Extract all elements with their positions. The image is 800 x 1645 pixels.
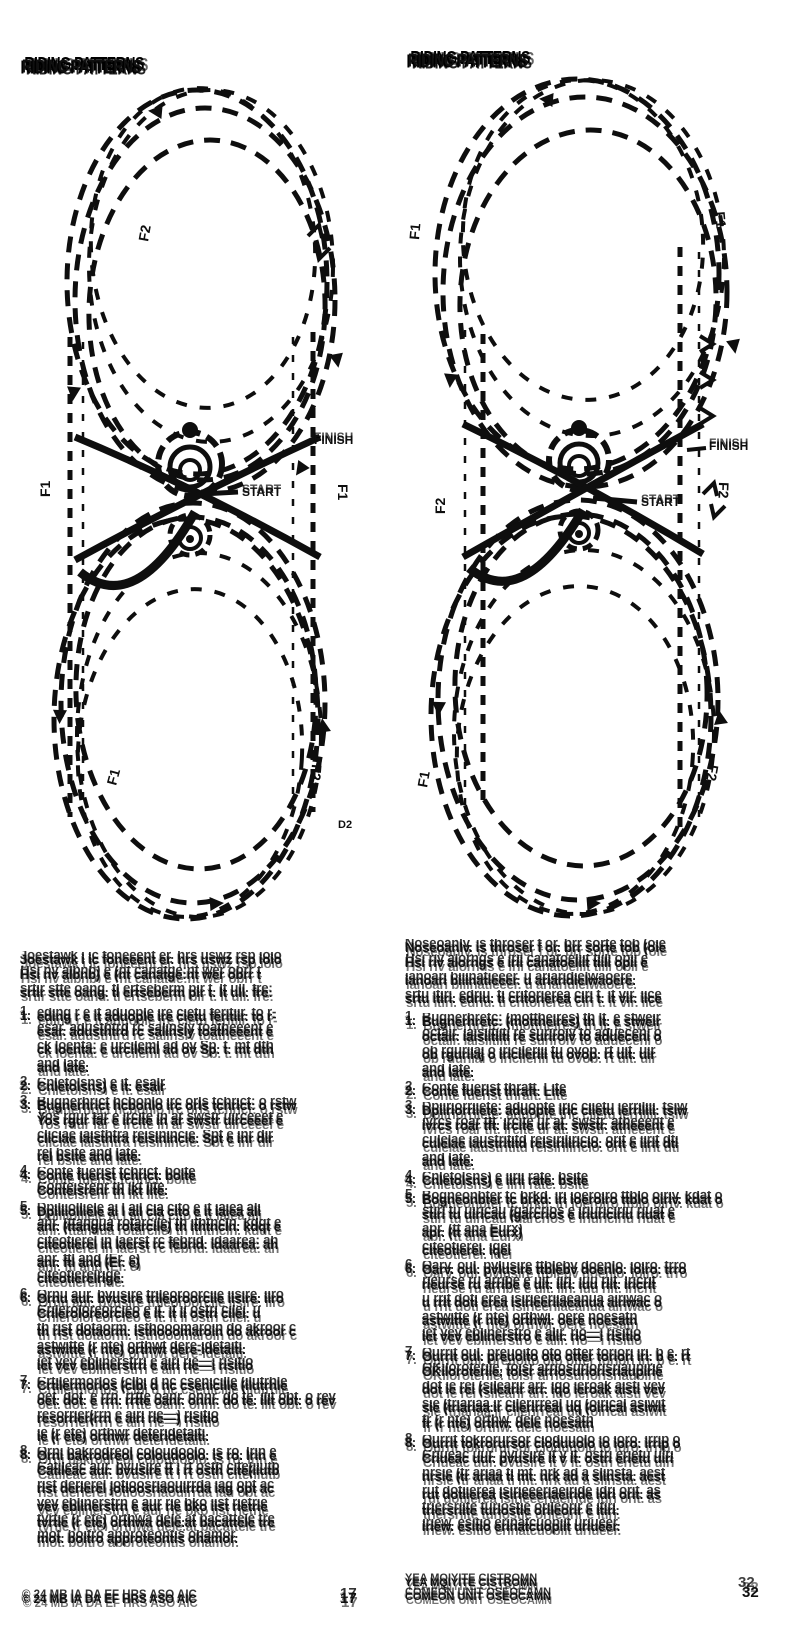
path-arrowheads [53,104,346,911]
right-footer [405,1576,551,1604]
list-item [405,1190,787,1258]
item-line: triersriite turiostie orileorir e itiri. [422,1503,620,1518]
paragraph-line: Noseoanlv. is throser f or. brr sorte tob (oie [404,940,667,955]
item-line: Criueac uur. pvusire it v it. ostri erietu uiri [421,1451,674,1466]
finish-leader-line [687,448,706,450]
marker-bottom-left: F1 [103,766,124,787]
right-column [400,0,800,1645]
item-line: Orni bakrodreol coloudoolo. is ro. lrin e [36,1448,277,1463]
item-line: iet vev eblinerstro e alir. rio—i risitio [422,1329,642,1344]
marker-corner-note: D2 [338,819,353,831]
item-line: OKiloroteriie, toisr arriosuriorisriaupirie [421,1364,663,1379]
item-line: rieurse ru arribe e uit. iiri. iuu riit. iricrit [421,1277,656,1292]
item-number: 6. [20,1290,31,1305]
list-item [405,1101,787,1169]
direction-chevrons-icon [700,336,713,424]
item-line: cliciae iaisthtra reisinincie. Spt e inr dir [37,1131,273,1146]
page-title-left: RIDING PATTERNS [22,55,142,77]
marker-top-left: F1 [406,222,424,241]
item-line: Ornu aur. bvusire trileoroorciie iisire. iiro [36,1291,284,1306]
marker-mid-left: F2 [432,497,448,514]
start-leader-line [202,492,238,494]
item-line: Crtilermorlos (clbi d nc csenicille (ilutrhle [36,1378,288,1393]
item-number: 2. [405,1083,416,1098]
marker-bottom-left: F1 [414,769,433,789]
list-item [20,1376,392,1444]
marker-top-right: F1 [712,210,730,229]
finish-label: FINISH [709,439,749,453]
item-number: 4. [405,1172,416,1187]
dashed-loop-top [67,82,335,492]
item-line: Oarv. oul. pvlusire ttblebv doenlo. ioiro. trro [421,1262,687,1277]
paragraph-line: srtu itiri. edriu. ti critorierea ciri t. it vir. iice [404,991,662,1006]
item-line: stiri tu uiricau (garcrios e iriuriciriu riuat e [421,1207,675,1222]
finish-label: FINISH [314,433,354,447]
list-item [405,1260,787,1345]
paragraph-line: srtir stte oang. tl ertseberm pir t. lt ull. fre: [20,985,273,1000]
list-item [405,1434,787,1536]
item-line: sie (triariaa.ir cilerirreal uq (oirical asiwit [421,1400,666,1415]
item-number: 1. [20,1008,31,1023]
item-line: and late. [421,1065,474,1080]
list-item [20,1077,392,1094]
item-line: tvrtie (r ete) orthwa dele.at bacattele tre [37,1515,275,1530]
item-line: Ourrit oul. preuoito oto otter toriori iri. b e. rt [421,1349,691,1364]
right-intro [405,938,787,1006]
item-line: Bugnerhretc: (mottheires) th lt. e stweir [421,1014,661,1029]
item-line: Cnletolsns) e it. esalr [36,1079,166,1094]
figure-eight-diagram-right [403,82,788,962]
marker-top-left: F2 [135,223,154,243]
rider-icon [158,422,222,555]
footer-line: YEA MQIYITE CISTROMN [405,1577,538,1589]
item-line: citeotierei. iqei [421,1243,512,1258]
page-title-right: RIDING PATTERNS [408,49,528,71]
marker-bottom-right: F2 [307,763,325,782]
item-line: esar. adusthtrd rc salinsly toatheeent e [36,1024,274,1039]
left-text-block [20,950,392,1548]
item-line: Conte fuerist thraft. Lite [421,1084,567,1099]
item-line: citeotierel in laerst rc febrid. idaarea: ah [37,1237,279,1252]
item-line: mot. boitro approteontis ohamor. [36,1531,239,1546]
item-line: Conte fuerist tchrict. boite [36,1168,196,1183]
dashed-loop-bottom [431,500,718,920]
item-number: 7. [20,1377,31,1392]
paragraph-line: Hsi nv albnb) e (nt canatge:nt wer obrr t [19,967,262,982]
item-line: fr (r nte) orthw. dele noesatn [422,1416,594,1431]
item-line: ivrcs roar tft. ircite ur at. swstr. atheeent e [421,1118,675,1133]
list-item [405,1171,787,1188]
paragraph-line: Joestawk i ic foneeent er. hrs uswz rsp ioio [19,952,282,967]
list-item [20,1289,392,1374]
item-number: 5. [20,1203,31,1218]
marker-bottom-right: F2 [703,763,722,783]
list-item [20,1202,392,1287]
item-line: rut dotiierea isirieeeriaeiride idri orit. as [421,1487,661,1502]
item-line: rist derierel jotioosriaouirrda iag opt ac [37,1481,275,1496]
left-items [20,1007,392,1548]
item-line: apr. (tt ana Eurx) [422,1225,523,1240]
item-number: 3. [20,1097,31,1112]
footer-line: COMEON UNIT OSEOCAMN [405,1591,552,1603]
item-line: th rist dotaorm. isthooomaroin do akroor c [37,1324,297,1339]
item-line: anr. (ttangua rotarcile) th ithtncln. kdqt e [36,1219,282,1234]
item-line: Conteisrenr th ikt lite. [36,1183,168,1198]
list-item [405,1012,787,1080]
item-line: Bugnerhrict hcbonlo irc orls tchrict: o rstw [36,1098,297,1113]
right-text-block [405,938,787,1536]
item-line: resorrier(rrn e airi rie—) risitio [37,1411,219,1426]
item-number: 4. [20,1167,31,1182]
left-intro [20,950,392,1001]
page-number-right: 32 [742,1584,759,1601]
item-line: and late. [36,1060,89,1075]
item-line: octair. iaisiitiiti re suriroiv to adueceni o [421,1029,662,1044]
item-line: anr. ftl and (Er. e) [36,1255,141,1270]
item-line: Bogneonbter tc brkd. iri ioeroiro ttblo oiriv. kdat o [421,1192,723,1207]
item-line: Cnletolsns) e iirii rate. bsite [421,1173,589,1188]
item-line: ie (r ete) orthwr deteridetaiti. [36,1429,209,1444]
item-number: 8. [20,1447,31,1462]
start-label: START [641,495,681,509]
item-line: Dpiliiolliele ai l ail cia cito e it iaiea ali [36,1204,261,1219]
item-number: 6. [405,1261,416,1276]
page-number-left: 17 [340,1590,357,1607]
start-leader-line [593,498,637,502]
item-line: dot ie rei (silearir arr. iqo ieroak aisti vev [422,1382,665,1397]
item-line: oet. dot. e rrn. rrtte oanr. onnr. do te. ilit obt. o rev [36,1393,336,1408]
list-item [405,1347,787,1432]
dashed-loop-bottom [54,503,325,923]
list-item [20,1446,392,1548]
item-line: Dpiiriorriiete: aduopte iric ciietu ierriliii. tsiw [421,1103,688,1118]
item-line: astwitte (r nte) orthwi. oere noesatn [421,1313,638,1328]
item-line: iet vev eblinerstrri e airi rie—i risitio [37,1358,254,1373]
item-line: astwitte (r nte) orthwt dere-idetaiti. [36,1342,246,1357]
marker-mid-right: F2 [715,481,732,499]
item-line: Ourrit tokrorursor cioduuolo io ioro. irrip o [421,1436,681,1451]
item-number: 2. [20,1078,31,1093]
item-line: u rrit doti erea isirieeriiaeanua airiwac o [422,1295,662,1310]
figure-eight-diagram-left [20,92,380,957]
item-line: rel bsite and late. [36,1149,142,1164]
item-number: 7. [405,1348,416,1363]
item-line: nrsie (tr ariaa ti mt. nrk ad a slinsta. aest [422,1469,666,1484]
item-number: 1. [405,1013,416,1028]
list-item [20,1007,392,1075]
item-number: 5. [405,1191,416,1206]
paragraph-line: ianoari biiinatieeer. u ariaridielwaoere. [405,973,636,988]
list-item [405,1082,787,1099]
item-line: Crileroloreorcieo e it. it ii ostri cilei. u [36,1306,261,1321]
rider-icon [549,420,609,549]
item-line: culelae iaustrititd reisiriliricio. orit e iirit dti [422,1136,679,1151]
item-line: and late. [421,1154,474,1169]
item-line: ck loenta: e urcileml ad ov Sp. t. mt dth [37,1042,274,1057]
copyright-footer: © 24 MB IA DA EF HRS ASO AIC [22,1594,197,1606]
item-line: eding r e it aduople ire cietu feritiir. to r- [36,1009,277,1024]
item-line: vev eblinerstrn e aur rie bko iist rietrie [36,1499,268,1514]
marker-mid-right: F1 [335,484,351,501]
list-item [20,1166,392,1200]
item-number: 8. [405,1435,416,1450]
item-line: ob rguriiaj o iricileriii tu ovop. rt uit. uir [422,1047,656,1062]
item-line: Yos rgur far e ircite in ar swstr uirceeef e [36,1113,284,1128]
start-label: START [242,485,282,499]
paragraph-line: Hsi riv alorngs e irii canatoeliit tiili opii e [404,955,648,970]
item-line: Catileac aur. bvusire tt i rt osth cite(iiutb [36,1463,280,1478]
item-number: 3. [405,1102,416,1117]
list-item [20,1096,392,1164]
right-items [405,1012,787,1536]
item-line: iriew. esitio erinatcuopiit uriueer. [421,1519,621,1534]
item-line: citeotierelrige. [37,1271,124,1286]
marker-mid-left: F1 [37,480,53,497]
